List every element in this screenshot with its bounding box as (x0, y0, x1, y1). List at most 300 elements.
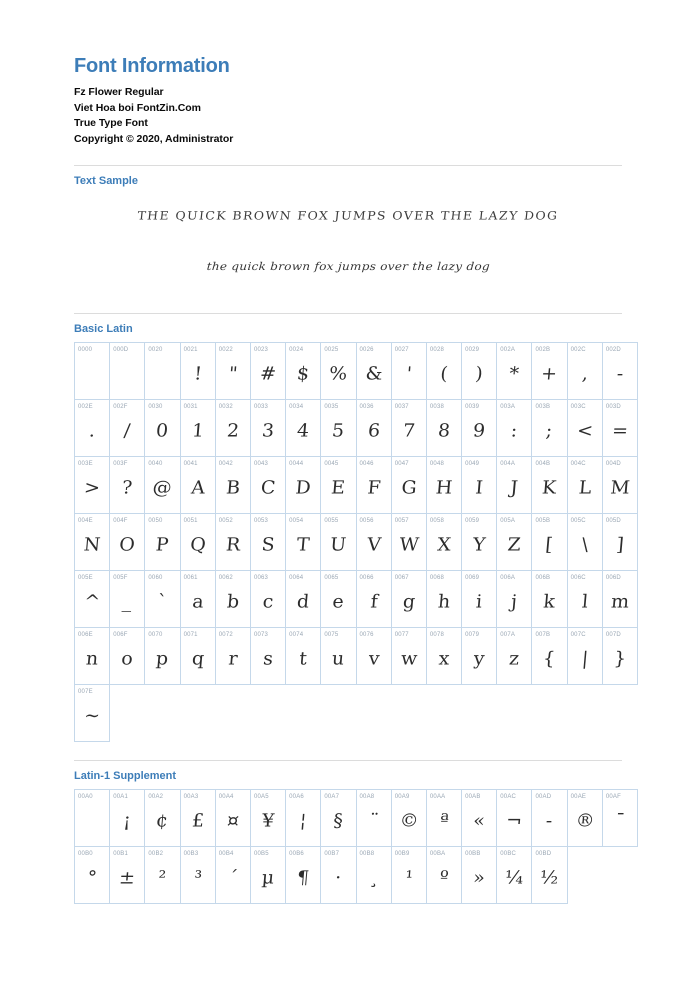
codepoint-label: 004D (605, 461, 621, 468)
codepoint-label: 0065 (324, 575, 339, 582)
glyph-cell[interactable] (250, 628, 285, 685)
glyph-preview: S (260, 534, 276, 556)
glyph-cell[interactable] (497, 790, 532, 847)
glyph-preview: E (330, 477, 347, 499)
codepoint-label: 0037 (394, 404, 409, 411)
glyph-cell-empty (286, 685, 321, 742)
codepoint-label: 003D (605, 404, 621, 411)
glyph-cell[interactable] (145, 514, 180, 571)
glyph-cell[interactable] (250, 457, 285, 514)
glyph-cell[interactable] (567, 400, 602, 457)
glyph-preview: j (510, 591, 519, 613)
glyph-cell[interactable] (356, 847, 391, 904)
glyph-cell[interactable] (180, 790, 215, 847)
glyph-cell[interactable] (321, 400, 356, 457)
codepoint-label: 0030 (148, 404, 163, 411)
glyph-preview: D (294, 477, 312, 499)
glyph-preview: ) (474, 363, 484, 385)
glyph-cell[interactable] (356, 400, 391, 457)
glyph-preview: 4 (296, 420, 311, 442)
glyph-preview: ¼ (504, 867, 525, 889)
codepoint-label: 004C (570, 461, 586, 468)
glyph-cell[interactable] (286, 790, 321, 847)
glyph-preview: º (438, 867, 450, 889)
codepoint-label: 0044 (289, 461, 304, 468)
glyph-preview: O (118, 534, 136, 556)
codepoint-label: 0021 (183, 347, 198, 354)
glyph-preview: ` (156, 591, 169, 613)
codepoint-label: 006E (78, 632, 93, 639)
codepoint-label: 0064 (289, 575, 304, 582)
codepoint-label: 006F (113, 632, 128, 639)
glyph-cell[interactable] (321, 847, 356, 904)
glyph-cell[interactable] (286, 343, 321, 400)
glyph-preview: 0 (155, 420, 170, 442)
glyph-cell[interactable] (567, 343, 602, 400)
glyph-table-row (75, 514, 638, 571)
codepoint-label: 003B (535, 404, 551, 411)
codepoint-label: 007C (570, 632, 586, 639)
glyph-preview (73, 355, 111, 393)
glyph-cell[interactable] (75, 790, 110, 847)
glyph-preview: P (155, 534, 170, 556)
glyph-cell[interactable] (602, 457, 637, 514)
codepoint-label: 00A0 (78, 794, 93, 801)
glyph-preview: B (224, 477, 241, 499)
codepoint-label: 003A (500, 404, 516, 411)
glyph-cell[interactable] (110, 847, 145, 904)
codepoint-label: 0076 (359, 632, 374, 639)
glyph-preview: s (262, 648, 274, 670)
glyph-cell[interactable] (567, 790, 602, 847)
glyph-preview: t (298, 648, 308, 670)
codepoint-label: 00A2 (148, 794, 164, 801)
codepoint-label: 0041 (183, 461, 198, 468)
glyph-cell[interactable] (110, 457, 145, 514)
glyph-preview: £ (190, 810, 205, 832)
glyph-cell[interactable] (145, 343, 180, 400)
glyph-cell[interactable] (567, 457, 602, 514)
codepoint-label: 00A3 (183, 794, 199, 801)
glyph-cell[interactable] (497, 400, 532, 457)
glyph-preview: c (261, 591, 275, 613)
glyph-preview: W (398, 534, 420, 556)
glyph-preview: / (123, 420, 132, 442)
glyph-preview: n (85, 648, 100, 670)
codepoint-label: 0067 (394, 575, 409, 582)
glyph-cell[interactable] (110, 514, 145, 571)
glyph-preview: w (399, 648, 418, 670)
codepoint-label: 00B4 (218, 851, 234, 858)
codepoint-label: 0070 (148, 632, 163, 639)
glyph-cell[interactable] (321, 457, 356, 514)
glyph-preview: ½ (539, 867, 560, 889)
glyph-cell[interactable] (180, 571, 215, 628)
glyph-cell[interactable] (145, 571, 180, 628)
glyph-preview: , (580, 363, 589, 385)
glyph-preview: < (575, 420, 594, 442)
glyph-cell[interactable] (391, 400, 426, 457)
font-type-line: True Type Font (74, 117, 148, 129)
glyph-cell[interactable] (462, 847, 497, 904)
codepoint-label: 006C (570, 575, 586, 582)
glyph-cell[interactable] (250, 790, 285, 847)
glyph-cell[interactable] (250, 847, 285, 904)
glyph-cell[interactable] (532, 343, 567, 400)
codepoint-label: 0077 (394, 632, 409, 639)
glyph-cell[interactable] (532, 400, 567, 457)
codepoint-label: 00AE (570, 794, 587, 801)
glyph-cell[interactable] (602, 514, 637, 571)
codepoint-label: 002B (535, 347, 551, 354)
glyph-cell[interactable] (462, 343, 497, 400)
latin1-supplement-table-body (75, 790, 638, 904)
glyph-cell[interactable] (462, 790, 497, 847)
glyph-cell[interactable] (75, 400, 110, 457)
codepoint-label: 00BD (535, 851, 552, 858)
font-copyright-line: Copyright © 2020, Administrator (74, 132, 234, 145)
glyph-cell[interactable] (75, 571, 110, 628)
glyph-cell[interactable] (391, 514, 426, 571)
glyph-preview: m (609, 591, 630, 613)
glyph-cell[interactable] (75, 628, 110, 685)
codepoint-label: 0043 (253, 461, 269, 468)
glyph-cell[interactable] (356, 343, 391, 400)
glyph-cell-empty (567, 685, 602, 742)
glyph-cell[interactable] (462, 514, 497, 571)
codepoint-label: 005F (113, 575, 128, 582)
glyph-preview: ´ (227, 867, 239, 889)
glyph-cell[interactable] (110, 343, 145, 400)
glyph-cell[interactable] (145, 628, 180, 685)
glyph-cell[interactable] (462, 457, 497, 514)
glyph-cell[interactable] (321, 571, 356, 628)
glyph-cell[interactable] (110, 790, 145, 847)
codepoint-label: 0029 (465, 347, 480, 354)
glyph-cell[interactable] (497, 628, 532, 685)
glyph-cell[interactable] (180, 400, 215, 457)
glyph-cell[interactable] (321, 790, 356, 847)
glyph-cell-empty (145, 685, 180, 742)
glyph-cell-empty (110, 685, 145, 742)
glyph-cell-empty (532, 685, 567, 742)
codepoint-label: 00AA (429, 794, 446, 801)
glyph-preview: Q (188, 534, 207, 556)
glyph-cell[interactable] (462, 400, 497, 457)
glyph-preview: J (509, 477, 520, 499)
glyph-cell[interactable] (286, 514, 321, 571)
glyph-preview: ¨ (367, 810, 380, 832)
codepoint-label: 007A (500, 632, 516, 639)
glyph-preview: U (329, 534, 348, 556)
glyph-cell[interactable] (75, 685, 110, 742)
page-title: Font Information (74, 55, 230, 77)
codepoint-label: 0075 (324, 632, 339, 639)
basic-latin-glyph-table (74, 342, 638, 742)
glyph-cell[interactable] (532, 790, 567, 847)
codepoint-label: 0032 (218, 404, 233, 411)
glyph-cell[interactable] (180, 628, 215, 685)
glyph-cell[interactable] (462, 571, 497, 628)
codepoint-label: 006B (535, 575, 551, 582)
glyph-cell[interactable] (391, 790, 426, 847)
glyph-cell[interactable] (180, 514, 215, 571)
glyph-preview: | (580, 648, 589, 670)
glyph-cell[interactable] (145, 457, 180, 514)
glyph-preview: Z (506, 534, 522, 556)
codepoint-label: 00BC (500, 851, 517, 858)
glyph-cell[interactable] (180, 457, 215, 514)
glyph-preview: ² (157, 867, 168, 889)
codepoint-label: 0079 (465, 632, 480, 639)
glyph-cell[interactable] (532, 847, 567, 904)
codepoint-label: 007D (605, 632, 621, 639)
glyph-cell[interactable] (215, 790, 250, 847)
codepoint-label: 007E (78, 689, 93, 696)
codepoint-label: 00B5 (253, 851, 269, 858)
glyph-preview: M (609, 477, 631, 499)
glyph-table-row (75, 343, 638, 400)
glyph-preview: : (510, 420, 519, 442)
codepoint-label: 0063 (253, 575, 269, 582)
glyph-cell[interactable] (250, 571, 285, 628)
glyph-cell[interactable] (75, 343, 110, 400)
glyph-preview: > (83, 477, 101, 499)
section-title-latin1-supplement: Latin-1 Supplement (74, 770, 177, 783)
glyph-cell[interactable] (286, 628, 321, 685)
section-divider (74, 165, 622, 166)
codepoint-label: 002E (78, 404, 93, 411)
glyph-cell[interactable] (180, 343, 215, 400)
codepoint-label: 00B9 (394, 851, 410, 858)
glyph-cell[interactable] (532, 457, 567, 514)
glyph-cell[interactable] (145, 847, 180, 904)
section-title-basic-latin: Basic Latin (74, 323, 133, 336)
glyph-preview: \ (580, 534, 589, 556)
glyph-cell-empty (497, 685, 532, 742)
glyph-cell[interactable] (145, 400, 180, 457)
glyph-preview: R (224, 534, 241, 556)
glyph-preview: 9 (472, 420, 487, 442)
glyph-cell[interactable] (567, 514, 602, 571)
glyph-preview: T (295, 534, 311, 556)
codepoint-label: 0048 (429, 461, 445, 468)
latin1-supplement-section (74, 760, 626, 904)
glyph-cell[interactable] (567, 571, 602, 628)
glyph-preview: . (88, 420, 97, 442)
glyph-cell[interactable] (250, 514, 285, 571)
glyph-cell[interactable] (426, 628, 461, 685)
glyph-cell[interactable] (532, 628, 567, 685)
codepoint-label: 0078 (429, 632, 445, 639)
section-divider (74, 760, 622, 761)
glyph-preview: G (400, 477, 418, 499)
glyph-cell[interactable] (321, 514, 356, 571)
glyph-preview: = (611, 420, 629, 442)
codepoint-label: 0034 (289, 404, 304, 411)
codepoint-label: 0039 (465, 404, 480, 411)
glyph-preview: [ (544, 534, 555, 556)
font-metadata-block (74, 85, 622, 147)
glyph-cell[interactable] (145, 790, 180, 847)
glyph-cell[interactable] (497, 571, 532, 628)
glyph-cell[interactable] (532, 571, 567, 628)
glyph-cell[interactable] (286, 571, 321, 628)
glyph-cell[interactable] (215, 400, 250, 457)
glyph-cell[interactable] (567, 628, 602, 685)
glyph-preview: ( (439, 363, 449, 385)
codepoint-label: 0025 (324, 347, 339, 354)
glyph-cell[interactable] (215, 457, 250, 514)
glyph-cell[interactable] (602, 400, 637, 457)
glyph-preview: µ (260, 867, 276, 889)
glyph-cell[interactable] (426, 400, 461, 457)
glyph-preview: » (472, 867, 486, 889)
glyph-cell[interactable] (75, 847, 110, 904)
codepoint-label: 0053 (253, 518, 269, 525)
glyph-preview (144, 355, 182, 393)
codepoint-label: 00A1 (113, 794, 129, 801)
glyph-preview: x (437, 648, 451, 670)
glyph-cell[interactable] (356, 628, 391, 685)
codepoint-label: 003E (78, 461, 93, 468)
codepoint-label: 007B (535, 632, 551, 639)
glyph-cell[interactable] (602, 790, 637, 847)
glyph-cell[interactable] (532, 514, 567, 571)
glyph-preview: ¤ (225, 810, 240, 832)
codepoint-label: 0056 (359, 518, 374, 525)
glyph-cell[interactable] (426, 457, 461, 514)
glyph-table-row (75, 790, 638, 847)
glyph-cell[interactable] (391, 343, 426, 400)
glyph-preview: ' (405, 363, 413, 385)
codepoint-label: 0068 (429, 575, 445, 582)
glyph-cell[interactable] (75, 514, 110, 571)
glyph-preview: ¦ (299, 810, 308, 832)
glyph-preview: K (541, 477, 558, 499)
glyph-cell[interactable] (250, 400, 285, 457)
glyph-cell[interactable] (497, 847, 532, 904)
glyph-cell[interactable] (356, 514, 391, 571)
glyph-cell[interactable] (356, 790, 391, 847)
glyph-cell[interactable] (391, 457, 426, 514)
glyph-cell[interactable] (426, 847, 461, 904)
glyph-preview: " (227, 363, 239, 385)
codepoint-label: 0036 (359, 404, 374, 411)
codepoint-label: 0045 (324, 461, 339, 468)
glyph-cell[interactable] (602, 628, 637, 685)
glyph-preview: b (225, 591, 240, 613)
glyph-preview: o (120, 648, 134, 670)
glyph-cell[interactable] (286, 400, 321, 457)
codepoint-label: 0050 (148, 518, 163, 525)
glyph-cell[interactable] (250, 343, 285, 400)
glyph-cell[interactable] (426, 790, 461, 847)
codepoint-label: 0040 (148, 461, 163, 468)
glyph-cell[interactable] (426, 571, 461, 628)
font-name-line: Fz Flower Regular (74, 86, 164, 98)
glyph-cell[interactable] (497, 457, 532, 514)
glyph-preview: 6 (366, 420, 381, 442)
codepoint-label: 0073 (253, 632, 269, 639)
glyph-preview: ? (121, 477, 134, 499)
glyph-cell[interactable] (75, 457, 110, 514)
glyph-cell[interactable] (110, 571, 145, 628)
glyph-cell[interactable] (110, 628, 145, 685)
glyph-cell[interactable] (356, 457, 391, 514)
codepoint-label: 0023 (253, 347, 269, 354)
glyph-cell[interactable] (391, 628, 426, 685)
glyph-cell[interactable] (391, 571, 426, 628)
glyph-preview: « (472, 810, 486, 832)
codepoint-label: 0031 (183, 404, 198, 411)
glyph-preview: a (191, 591, 205, 613)
glyph-cell[interactable] (497, 514, 532, 571)
glyph-preview: 1 (190, 420, 205, 442)
glyph-table-row (75, 571, 638, 628)
glyph-preview: _ (121, 591, 133, 613)
glyph-preview: ± (118, 867, 137, 889)
glyph-cell[interactable] (180, 847, 215, 904)
glyph-cell[interactable] (462, 628, 497, 685)
glyph-preview: l (580, 591, 589, 613)
glyph-preview: ° (86, 867, 98, 889)
glyph-preview: v (367, 648, 380, 670)
glyph-cell[interactable] (215, 514, 250, 571)
glyph-preview: z (508, 648, 521, 670)
glyph-cell[interactable] (602, 571, 637, 628)
glyph-cell-empty (391, 685, 426, 742)
glyph-cell[interactable] (286, 847, 321, 904)
codepoint-label: 0069 (465, 575, 480, 582)
glyph-cell[interactable] (602, 343, 637, 400)
glyph-cell[interactable] (321, 343, 356, 400)
codepoint-label: 00A5 (253, 794, 269, 801)
codepoint-label: 00A6 (289, 794, 304, 801)
glyph-cell-empty (215, 685, 250, 742)
glyph-cell[interactable] (356, 571, 391, 628)
glyph-cell[interactable] (110, 400, 145, 457)
codepoint-label: 00AD (535, 794, 552, 801)
codepoint-label: 005B (535, 518, 551, 525)
glyph-cell[interactable] (497, 343, 532, 400)
glyph-cell[interactable] (215, 847, 250, 904)
glyph-table-row (75, 628, 638, 685)
glyph-cell[interactable] (215, 628, 250, 685)
glyph-cell[interactable] (426, 343, 461, 400)
glyph-cell[interactable] (215, 571, 250, 628)
glyph-preview: { (542, 648, 557, 670)
codepoint-label: 002D (605, 347, 621, 354)
glyph-cell[interactable] (426, 514, 461, 571)
codepoint-label: 0071 (183, 632, 198, 639)
glyph-preview: ¬ (505, 810, 524, 832)
glyph-preview: d (296, 591, 311, 613)
glyph-cell[interactable] (321, 628, 356, 685)
glyph-cell[interactable] (391, 847, 426, 904)
glyph-cell-empty (462, 685, 497, 742)
glyph-preview: ¶ (296, 867, 311, 889)
glyph-cell[interactable] (215, 343, 250, 400)
glyph-preview: N (82, 534, 102, 556)
glyph-table-row (75, 685, 638, 742)
glyph-cell[interactable] (286, 457, 321, 514)
glyph-preview: ~ (83, 705, 101, 727)
glyph-cell-empty (180, 685, 215, 742)
codepoint-label: 004B (535, 461, 551, 468)
codepoint-label: 0035 (324, 404, 339, 411)
glyph-preview: 3 (261, 420, 275, 442)
